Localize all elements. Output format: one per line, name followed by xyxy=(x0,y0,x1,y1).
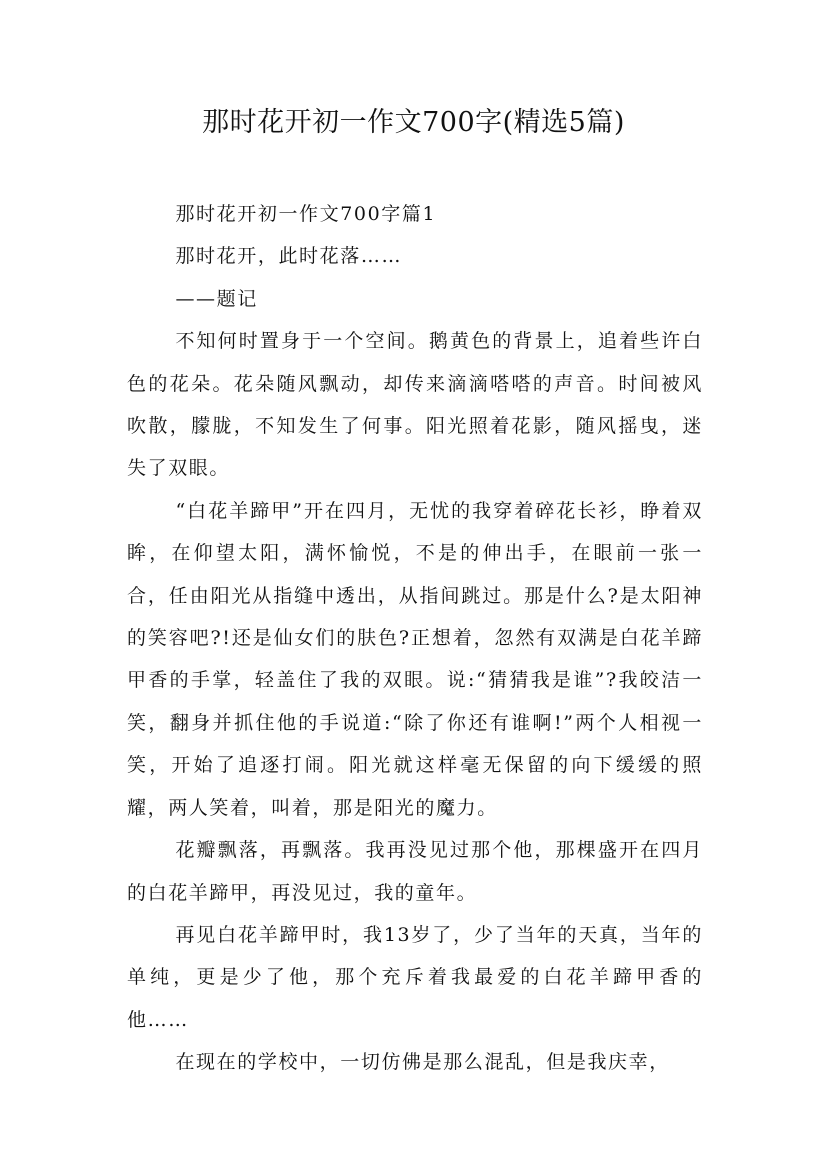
body-paragraph: “白花羊蹄甲”开在四月，无忧的我穿着碎花长衫，睁着双眸，在仰望太阳，满怀愉悦，不是的伸出手，在眼前一张一合，任由阳光从指缝中透出，从指间跳过。那是什么?是太阳神的笑容吧?!还是仙女们的肤色?正想着，忽然有双满是白花羊蹄甲香的手掌，轻盖住了我的双眼。说:“猜猜我是谁”?我皎洁一笑，翻身并抓住他的手说道:“除了你还有谁啊!”两个人相视一笑，开始了追逐打闹。阳光就这样毫无保留的向下缓缓的照耀，两人笑着，叫着，那是阳光的魔力。 xyxy=(127,499,703,819)
section-heading: 那时花开初一作文700字篇1 xyxy=(175,203,437,225)
epigraph-line: 那时花开，此时花落…… xyxy=(175,245,403,268)
body-paragraph: 不知何时置身于一个空间。鹅黄色的背景上，追着些许白色的花朵。花朵随风飘动，却传来滴滴嗒嗒的声音。时间被风吹散，朦胧，不知发生了何事。阳光照着花影，随风摇曳，迷失了双眼。 xyxy=(127,330,703,480)
body-paragraph: 再见白花羊蹄甲时，我13岁了，少了当年的天真，当年的单纯，更是少了他，那个充斥着我最爱的白花羊蹄甲香的他…… xyxy=(127,923,703,1031)
epigraph-attribution: ——题记 xyxy=(175,287,258,310)
document-body xyxy=(127,193,703,1084)
body-paragraph: 花瓣飘落，再飘落。我再没见过那个他，那棵盛开在四月的白花羊蹄甲，再没见过，我的童年。 xyxy=(127,839,703,904)
body-paragraph: 在现在的学校中，一切仿佛是那么混乱，但是我庆幸， xyxy=(175,1051,670,1074)
document-title: 那时花开初一作文700字(精选5篇) xyxy=(202,107,625,138)
